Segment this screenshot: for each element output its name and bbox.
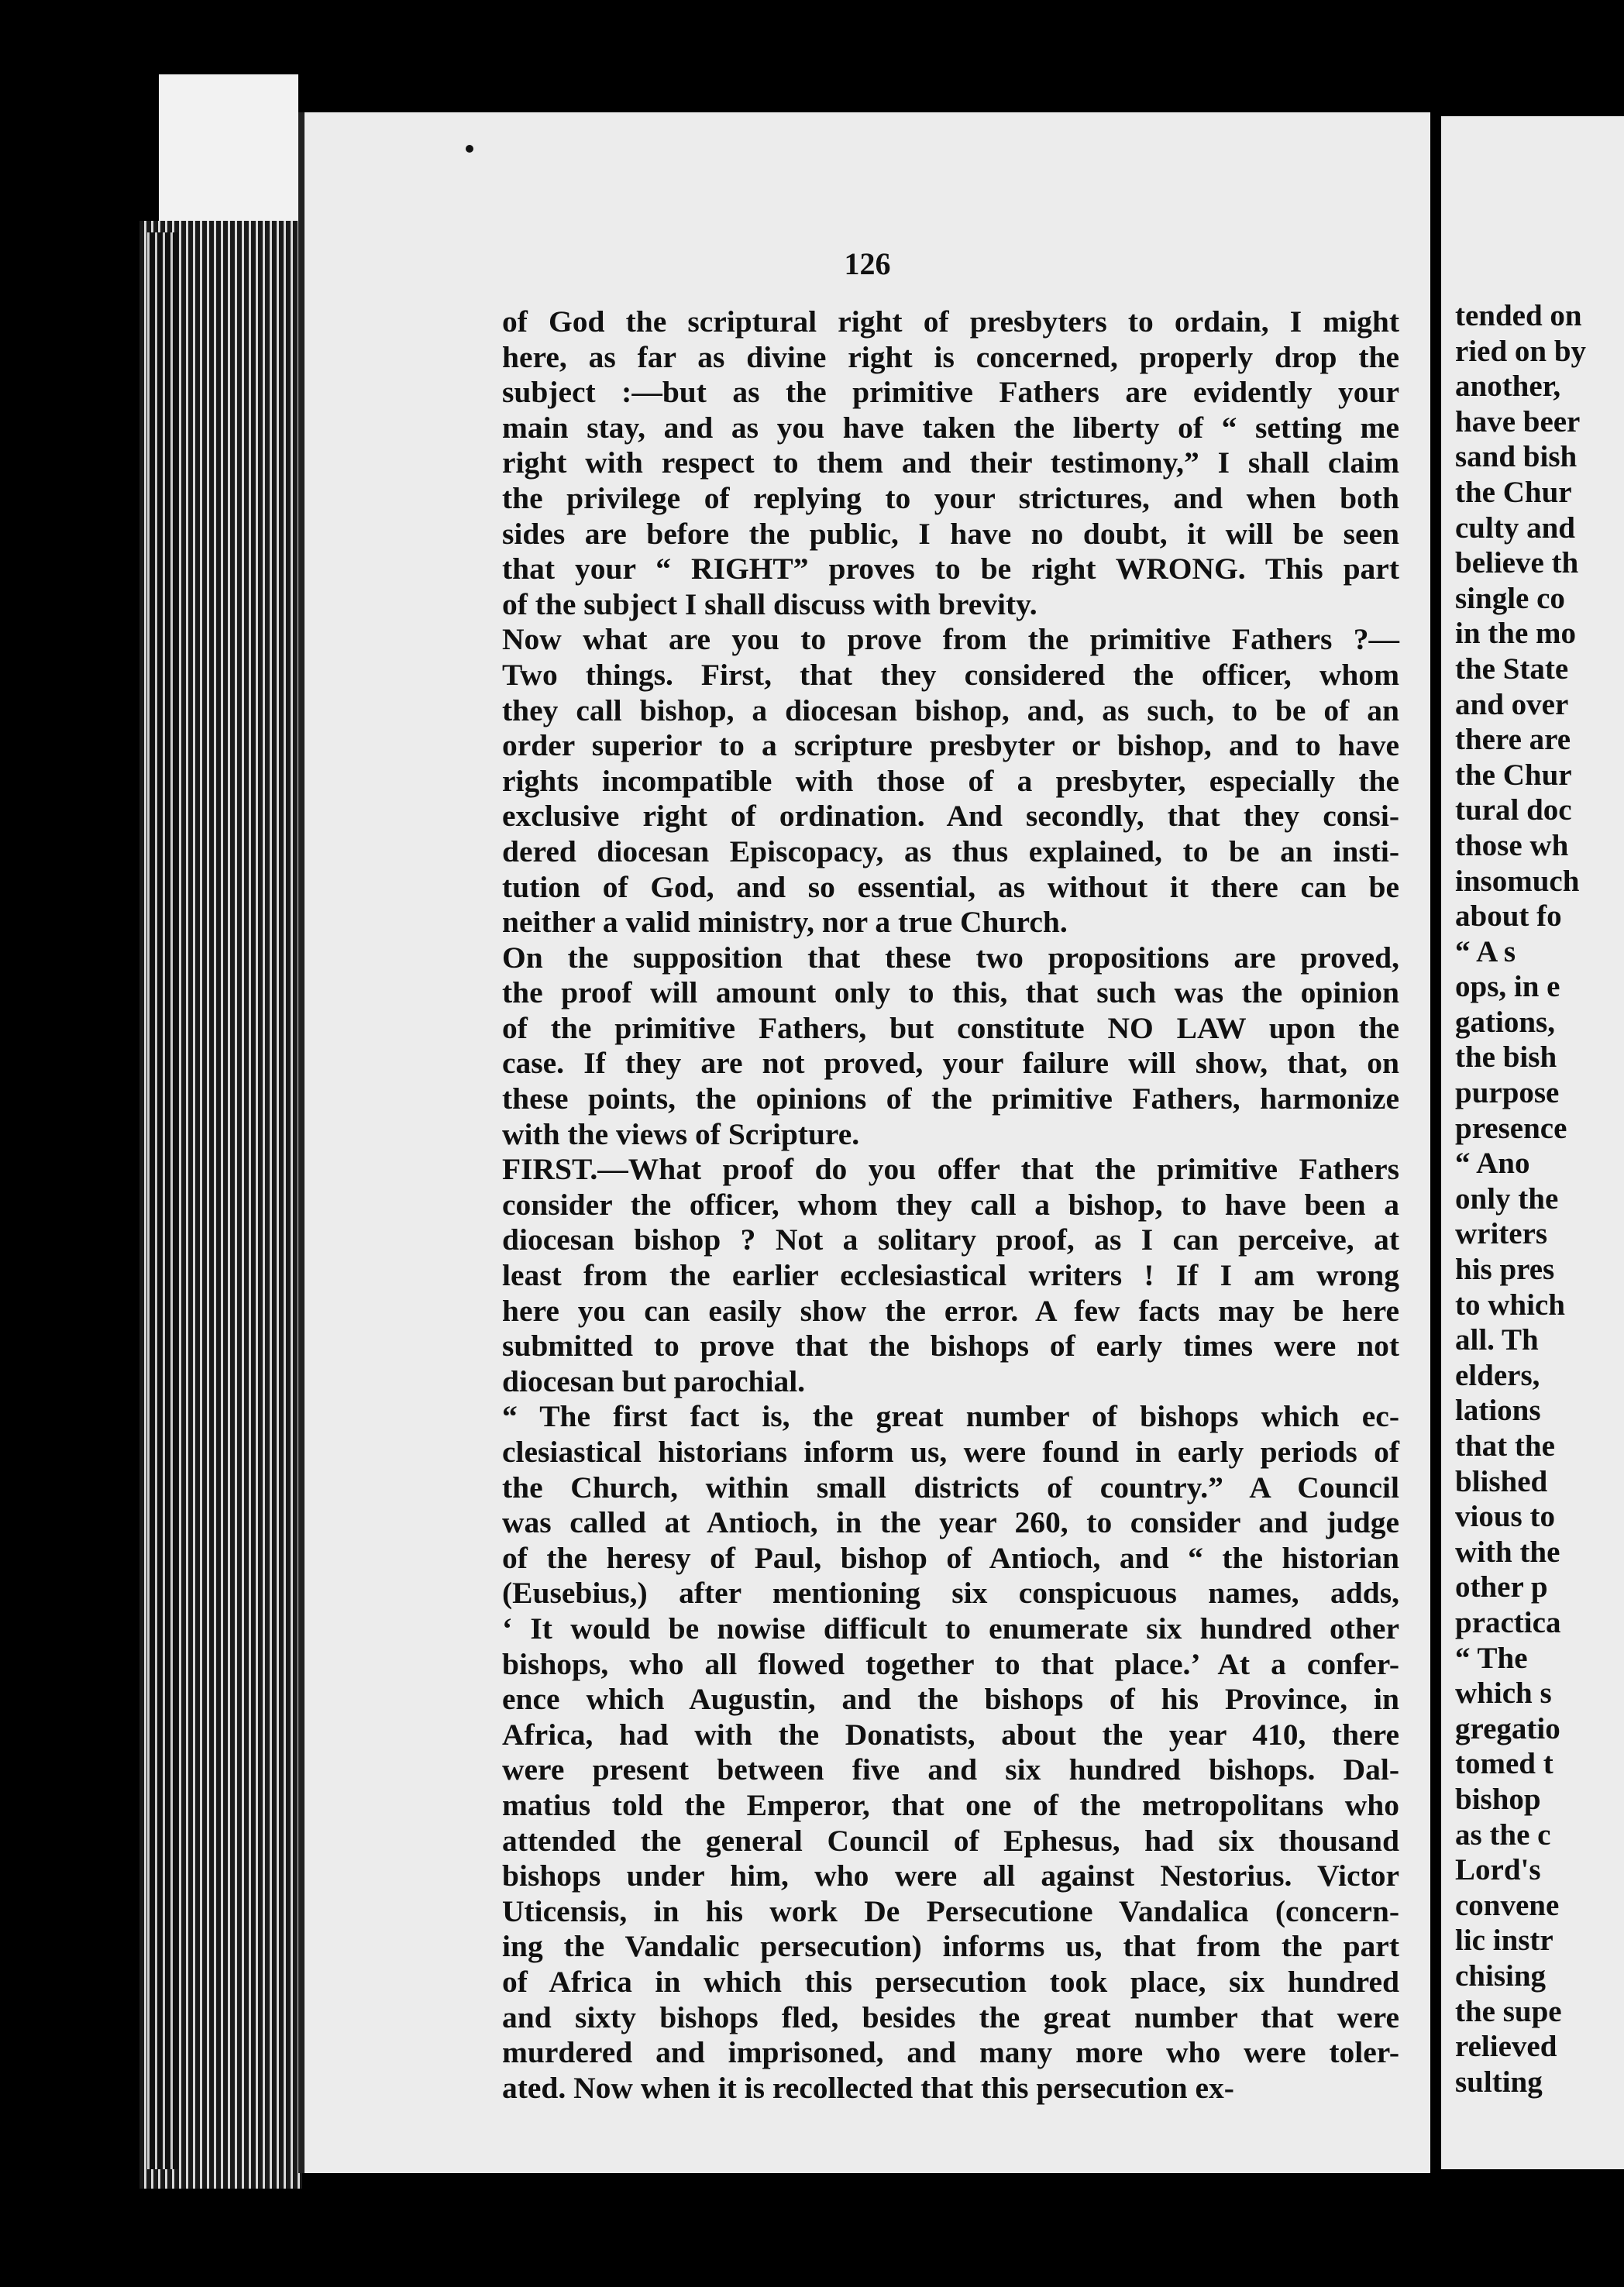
text-line: On the supposition that these two propositions are proved, bbox=[502, 940, 1399, 975]
text-line: were present between five and six hundred bishops. Dal- bbox=[502, 1752, 1399, 1787]
text-line: these points, the opinions of the primitive Fathers, harmonize bbox=[502, 1082, 1399, 1116]
text-line: they call bishop, a diocesan bishop, and, as such, to be of an bbox=[502, 693, 1399, 727]
text-line: Now what are you to prove from the primitive Fathers ?— bbox=[502, 622, 1399, 657]
partial-text-line: only the bbox=[1455, 1181, 1559, 1216]
partial-text-line: with the bbox=[1455, 1535, 1560, 1569]
partial-text-line: in the mo bbox=[1455, 617, 1576, 651]
text-line: was called at Antioch, in the year 260, to consider and judge bbox=[502, 1505, 1399, 1540]
partial-text-line: writers bbox=[1455, 1217, 1548, 1251]
text-line: sides are before the public, I have no doubt, it will be seen bbox=[502, 516, 1399, 551]
partial-text-line: chising bbox=[1455, 1959, 1547, 1993]
text-line: FIRST.—What proof do you offer that the primitive Fathers bbox=[502, 1152, 1399, 1187]
partial-text-line: relieved bbox=[1455, 2030, 1557, 2064]
text-line: and sixty bishops fled, besides the great number that were bbox=[502, 2000, 1399, 2034]
partial-text-line: lic instr bbox=[1455, 1924, 1553, 1958]
partial-text-line: another, bbox=[1455, 370, 1561, 404]
partial-text-line: “ The bbox=[1455, 1641, 1528, 1675]
page-number: 126 bbox=[844, 246, 891, 281]
partial-text-line: Lord's bbox=[1455, 1853, 1541, 1887]
text-line: that your “ RIGHT” proves to be right WRONG. This part bbox=[502, 552, 1399, 586]
text-line: of the subject I shall discuss with brevity. bbox=[502, 586, 1037, 621]
partial-text-line: to which bbox=[1455, 1288, 1565, 1322]
text-line: submitted to prove that the bishops of early times were not bbox=[502, 1329, 1399, 1364]
text-line: clesiastical historians inform us, were found in early periods of bbox=[502, 1435, 1399, 1469]
partial-text-line: tended on bbox=[1455, 299, 1582, 332]
text-line: “ The first fact is, the great number of bishops which ec- bbox=[502, 1399, 1399, 1434]
text-line: diocesan but parochial. bbox=[502, 1364, 806, 1398]
partial-text-line: those wh bbox=[1455, 828, 1569, 862]
text-line: main stay, and as you have taken the liberty of “ setting me bbox=[502, 410, 1399, 445]
partial-text-line: convene bbox=[1455, 1888, 1560, 1922]
right-book-page-partial bbox=[1441, 116, 1624, 2169]
text-line: ence which Augustin, and the bishops of his Province, in bbox=[502, 1682, 1399, 1717]
text-line: with the views of Scripture. bbox=[502, 1116, 860, 1151]
partial-text-line: the Chur bbox=[1455, 475, 1572, 509]
text-line: (Eusebius,) after mentioning six conspicuous names, adds, bbox=[502, 1576, 1399, 1611]
partial-text-line: the Chur bbox=[1455, 758, 1572, 792]
text-line: least from the earlier ecclesiastical writers ! If I am wrong bbox=[502, 1258, 1399, 1293]
partial-text-line: that the bbox=[1455, 1429, 1555, 1463]
text-line: ‘ It would be nowise difficult to enumerate six hundred other bbox=[502, 1611, 1399, 1646]
text-line: Uticensis, in his work De Persecutione Vandalica (concern- bbox=[502, 1893, 1399, 1928]
text-line: attended the general Council of Ephesus, had six thousand bbox=[502, 1823, 1399, 1858]
partial-text-line: insomuch bbox=[1455, 864, 1580, 898]
partial-text-line: his pres bbox=[1455, 1253, 1555, 1287]
text-line: right with respect to them and their testimony,” I shall claim bbox=[502, 445, 1399, 480]
text-line: dered diocesan Episcopacy, as thus explained, to be an insti- bbox=[502, 834, 1399, 868]
text-line: bishops under him, who were all against Nestorius. Victor bbox=[502, 1859, 1399, 1893]
text-line: of the primitive Fathers, but constitute NO LAW upon the bbox=[502, 1010, 1399, 1045]
partial-text-line: tomed t bbox=[1455, 1747, 1553, 1781]
partial-text-line: sulting bbox=[1455, 2065, 1543, 2099]
text-line: order superior to a scripture presbyter or bishop, and to have bbox=[502, 728, 1399, 763]
text-line: consider the officer, whom they call a bishop, to have been a bbox=[502, 1187, 1399, 1222]
partial-text-line: about fo bbox=[1455, 899, 1562, 934]
left-book-page bbox=[298, 112, 1430, 2173]
partial-text-line: the supe bbox=[1455, 1994, 1562, 2028]
partial-text-line: other p bbox=[1455, 1570, 1548, 1604]
text-line: the privilege of replying to your strictures, and when both bbox=[502, 480, 1399, 515]
partial-text-line: ops, in e bbox=[1455, 970, 1560, 1004]
partial-text-line: and over bbox=[1455, 687, 1569, 721]
partial-text-line: as the c bbox=[1455, 1818, 1551, 1852]
partial-text-line: culty and bbox=[1455, 511, 1575, 545]
text-line: tution of God, and so essential, as without it there can be bbox=[502, 869, 1399, 904]
partial-text-line: tural doc bbox=[1455, 793, 1572, 827]
text-line: diocesan bishop ? Not a solitary proof, as I can perceive, at bbox=[502, 1223, 1399, 1257]
partial-text-line: lations bbox=[1455, 1394, 1541, 1428]
page-corner bbox=[159, 74, 298, 237]
partial-text-line: believe th bbox=[1455, 546, 1579, 580]
text-line: subject :—but as the primitive Fathers are evidently your bbox=[502, 375, 1399, 410]
partial-text-line: all. Th bbox=[1455, 1323, 1539, 1357]
partial-text-line: vious to bbox=[1455, 1500, 1555, 1534]
text-line: bishops, who all flowed together to that place.’ At a confer- bbox=[502, 1646, 1399, 1681]
text-line: ated. Now when it is recollected that this persecution ex- bbox=[502, 2070, 1234, 2105]
partial-text-line: gregatio bbox=[1455, 1711, 1560, 1745]
partial-text-line: ried on by bbox=[1455, 334, 1587, 368]
partial-text-line: presence bbox=[1455, 1111, 1567, 1145]
text-line: murdered and imprisoned, and many more who were toler- bbox=[502, 2035, 1399, 2070]
partial-page-text bbox=[1455, 298, 1586, 2100]
partial-text-line: purpose bbox=[1455, 1076, 1560, 1110]
text-line: the Church, within small districts of country.” A Council bbox=[502, 1470, 1399, 1505]
ink-spot bbox=[466, 145, 473, 153]
text-line: Africa, had with the Donatists, about the year 410, there bbox=[502, 1717, 1399, 1752]
page-body-text bbox=[502, 304, 1399, 2106]
text-line: Two things. First, that they considered the officer, whom bbox=[502, 657, 1399, 692]
text-line: rights incompatible with those of a presbyter, especially the bbox=[502, 763, 1399, 798]
text-line: here you can easily show the error. A few facts may be here bbox=[502, 1293, 1399, 1328]
text-line: matius told the Emperor, that one of the metropolitans who bbox=[502, 1787, 1399, 1822]
partial-text-line: which s bbox=[1455, 1677, 1552, 1711]
partial-text-line: there are bbox=[1455, 723, 1571, 757]
partial-text-line: the bish bbox=[1455, 1040, 1557, 1075]
partial-text-line: sand bish bbox=[1455, 440, 1578, 474]
text-line: of God the scriptural right of presbyters to ordain, I might bbox=[502, 304, 1399, 339]
partial-text-line: “ Ano bbox=[1455, 1147, 1530, 1181]
book-spine-edge bbox=[147, 232, 178, 2169]
text-line: neither a valid ministry, nor a true Church. bbox=[502, 905, 1068, 940]
partial-text-line: elders, bbox=[1455, 1358, 1540, 1392]
partial-text-line: gations, bbox=[1455, 1005, 1555, 1039]
partial-text-line: blished bbox=[1455, 1464, 1548, 1498]
text-line: ing the Vandalic persecution) informs us, that from the part bbox=[502, 1929, 1399, 1964]
partial-text-line: practica bbox=[1455, 1605, 1561, 1639]
partial-text-line: the State bbox=[1455, 652, 1569, 686]
text-line: case. If they are not proved, your failure will show, that, on bbox=[502, 1046, 1399, 1081]
partial-text-line: “ A s bbox=[1455, 934, 1516, 968]
text-line: here, as far as divine right is concerned, properly drop the bbox=[502, 339, 1399, 374]
text-line: exclusive right of ordination. And secondly, that they consi- bbox=[502, 799, 1399, 834]
text-line: of Africa in which this persecution took place, six hundred bbox=[502, 1964, 1399, 1999]
text-line: of the heresy of Paul, bishop of Antioch, and “ the historian bbox=[502, 1540, 1399, 1575]
partial-text-line: bishop bbox=[1455, 1782, 1541, 1816]
text-line: the proof will amount only to this, that such was the opinion bbox=[502, 975, 1399, 1010]
partial-text-line: have beer bbox=[1455, 404, 1581, 438]
partial-text-line: single co bbox=[1455, 581, 1565, 615]
